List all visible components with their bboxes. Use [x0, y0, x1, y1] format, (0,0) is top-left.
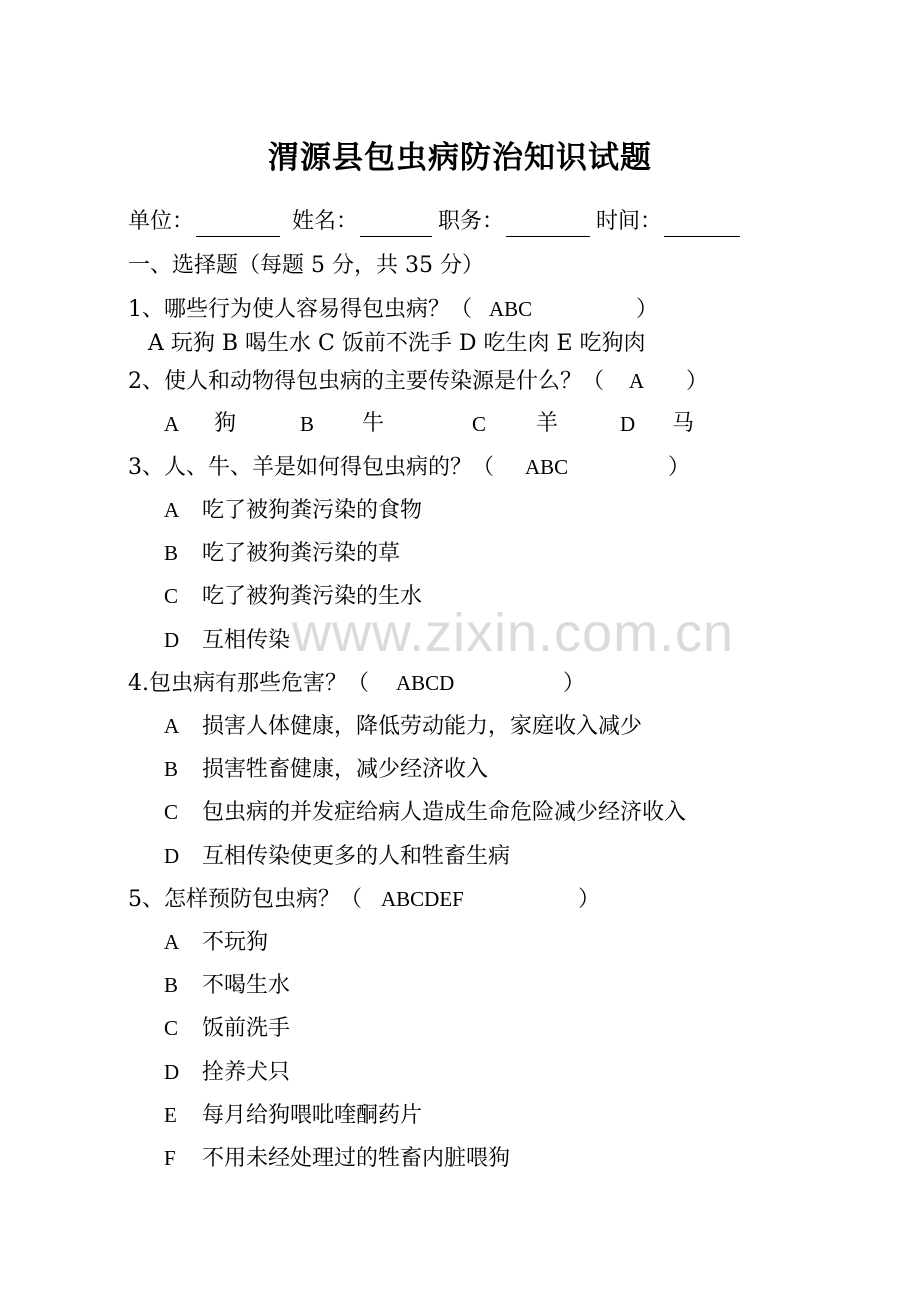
option-letter: C — [164, 1016, 179, 1040]
option-letter: C — [164, 800, 179, 824]
position-blank[interactable] — [506, 212, 590, 237]
question-3-close: ） — [668, 455, 691, 480]
option-letter: A — [164, 498, 180, 522]
question-4-option-b — [164, 754, 488, 785]
question-5-option-c — [164, 1013, 290, 1044]
question-4-option-c — [164, 797, 686, 828]
option-text: 羊 — [536, 411, 559, 436]
option-text: 吃了被狗粪污染的食物 — [202, 498, 423, 523]
option-letter: D — [164, 844, 180, 868]
option-letter: B — [164, 757, 179, 781]
question-3-option-d — [164, 625, 290, 656]
option-letter: B — [164, 541, 179, 565]
question-1-text: 1、哪些行为使人容易得包虫病？（ — [128, 297, 472, 322]
question-2 — [128, 366, 708, 397]
option-text: 饭前洗手 — [202, 1016, 291, 1041]
option-letter: A — [164, 412, 180, 436]
time-label: 时间： — [596, 209, 663, 234]
question-4-answer: ABCD — [396, 671, 455, 695]
info-row — [128, 207, 746, 237]
option-text: 马 — [672, 411, 695, 436]
question-3 — [128, 452, 690, 483]
name-label: 姓名： — [292, 209, 359, 234]
question-3-text: 3、人、牛、羊是如何得包虫病的？（ — [128, 455, 494, 480]
question-5 — [128, 884, 600, 915]
section-heading: 一、选择题（每题 5 分，共 35 分） — [128, 253, 484, 278]
option-text: 包虫病的并发症给病人造成生命危险减少经济收入 — [202, 800, 687, 825]
question-4-option-d — [164, 841, 510, 872]
option-text: 吃了被狗粪污染的草 — [202, 541, 401, 566]
option-letter: D — [164, 1060, 180, 1084]
question-5-option-a — [164, 927, 268, 958]
question-2-answer: A — [629, 369, 645, 393]
question-1-options: A 玩狗 B 喝生水 C 饭前不洗手 D 吃生肉 E 吃狗肉 — [148, 331, 646, 356]
option-letter: D — [620, 412, 636, 436]
position-label: 职务： — [438, 209, 505, 234]
option-text: 互相传染使更多的人和牲畜生病 — [202, 844, 511, 869]
question-1-close: ） — [636, 297, 659, 322]
unit-label: 单位： — [128, 209, 195, 234]
watermark: www.zixin.com.cn — [292, 603, 735, 663]
option-text: 拴养犬只 — [202, 1060, 291, 1085]
option-letter: F — [164, 1146, 176, 1170]
option-text: 不喝生水 — [202, 973, 291, 998]
page-title: 渭源县包虫病防治知识试题 — [268, 140, 652, 176]
option-text: 损害人体健康，降低劳动能力，家庭收入减少 — [202, 714, 643, 739]
option-letter: D — [164, 628, 180, 652]
question-4-close: ） — [563, 671, 586, 696]
unit-blank[interactable] — [196, 212, 280, 237]
question-5-option-e — [164, 1100, 422, 1131]
option-text: 吃了被狗粪污染的生水 — [202, 584, 423, 609]
option-text: 不用未经处理过的牲畜内脏喂狗 — [202, 1146, 511, 1171]
question-5-option-d — [164, 1057, 290, 1088]
question-3-answer: ABC — [525, 455, 569, 479]
question-4-option-a — [164, 711, 642, 742]
question-2-text: 2、使人和动物得包虫病的主要传染源是什么？（ — [128, 369, 604, 394]
question-4-text: 4.包虫病有那些危害？（ — [128, 671, 369, 696]
option-letter: B — [164, 973, 179, 997]
option-text: 牛 — [362, 411, 385, 436]
question-2-options — [0, 409, 920, 439]
question-5-text: 5、怎样预防包虫病？（ — [128, 887, 362, 912]
option-text: 不玩狗 — [202, 930, 269, 955]
option-letter: A — [164, 930, 180, 954]
option-letter: A — [164, 714, 180, 738]
question-4 — [128, 668, 585, 699]
option-text: 狗 — [214, 411, 237, 436]
question-1-answer: ABC — [489, 297, 533, 321]
name-blank[interactable] — [360, 212, 432, 237]
time-blank[interactable] — [664, 212, 740, 237]
question-5-close: ） — [578, 887, 601, 912]
option-text: 损害牲畜健康，减少经济收入 — [202, 757, 489, 782]
question-5-option-f — [164, 1143, 510, 1174]
option-letter: C — [472, 412, 487, 436]
option-letter: E — [164, 1103, 177, 1127]
option-letter: B — [300, 412, 315, 436]
question-5-option-b — [164, 970, 290, 1001]
option-text: 每月给狗喂吡喹酮药片 — [202, 1103, 423, 1128]
question-3-option-a — [164, 495, 422, 526]
option-letter: C — [164, 584, 179, 608]
question-5-answer: ABCDEF — [381, 887, 464, 911]
question-2-close: ） — [686, 369, 709, 394]
question-1 — [128, 294, 658, 325]
option-text: 互相传染 — [202, 628, 291, 653]
question-3-option-b — [164, 538, 400, 569]
